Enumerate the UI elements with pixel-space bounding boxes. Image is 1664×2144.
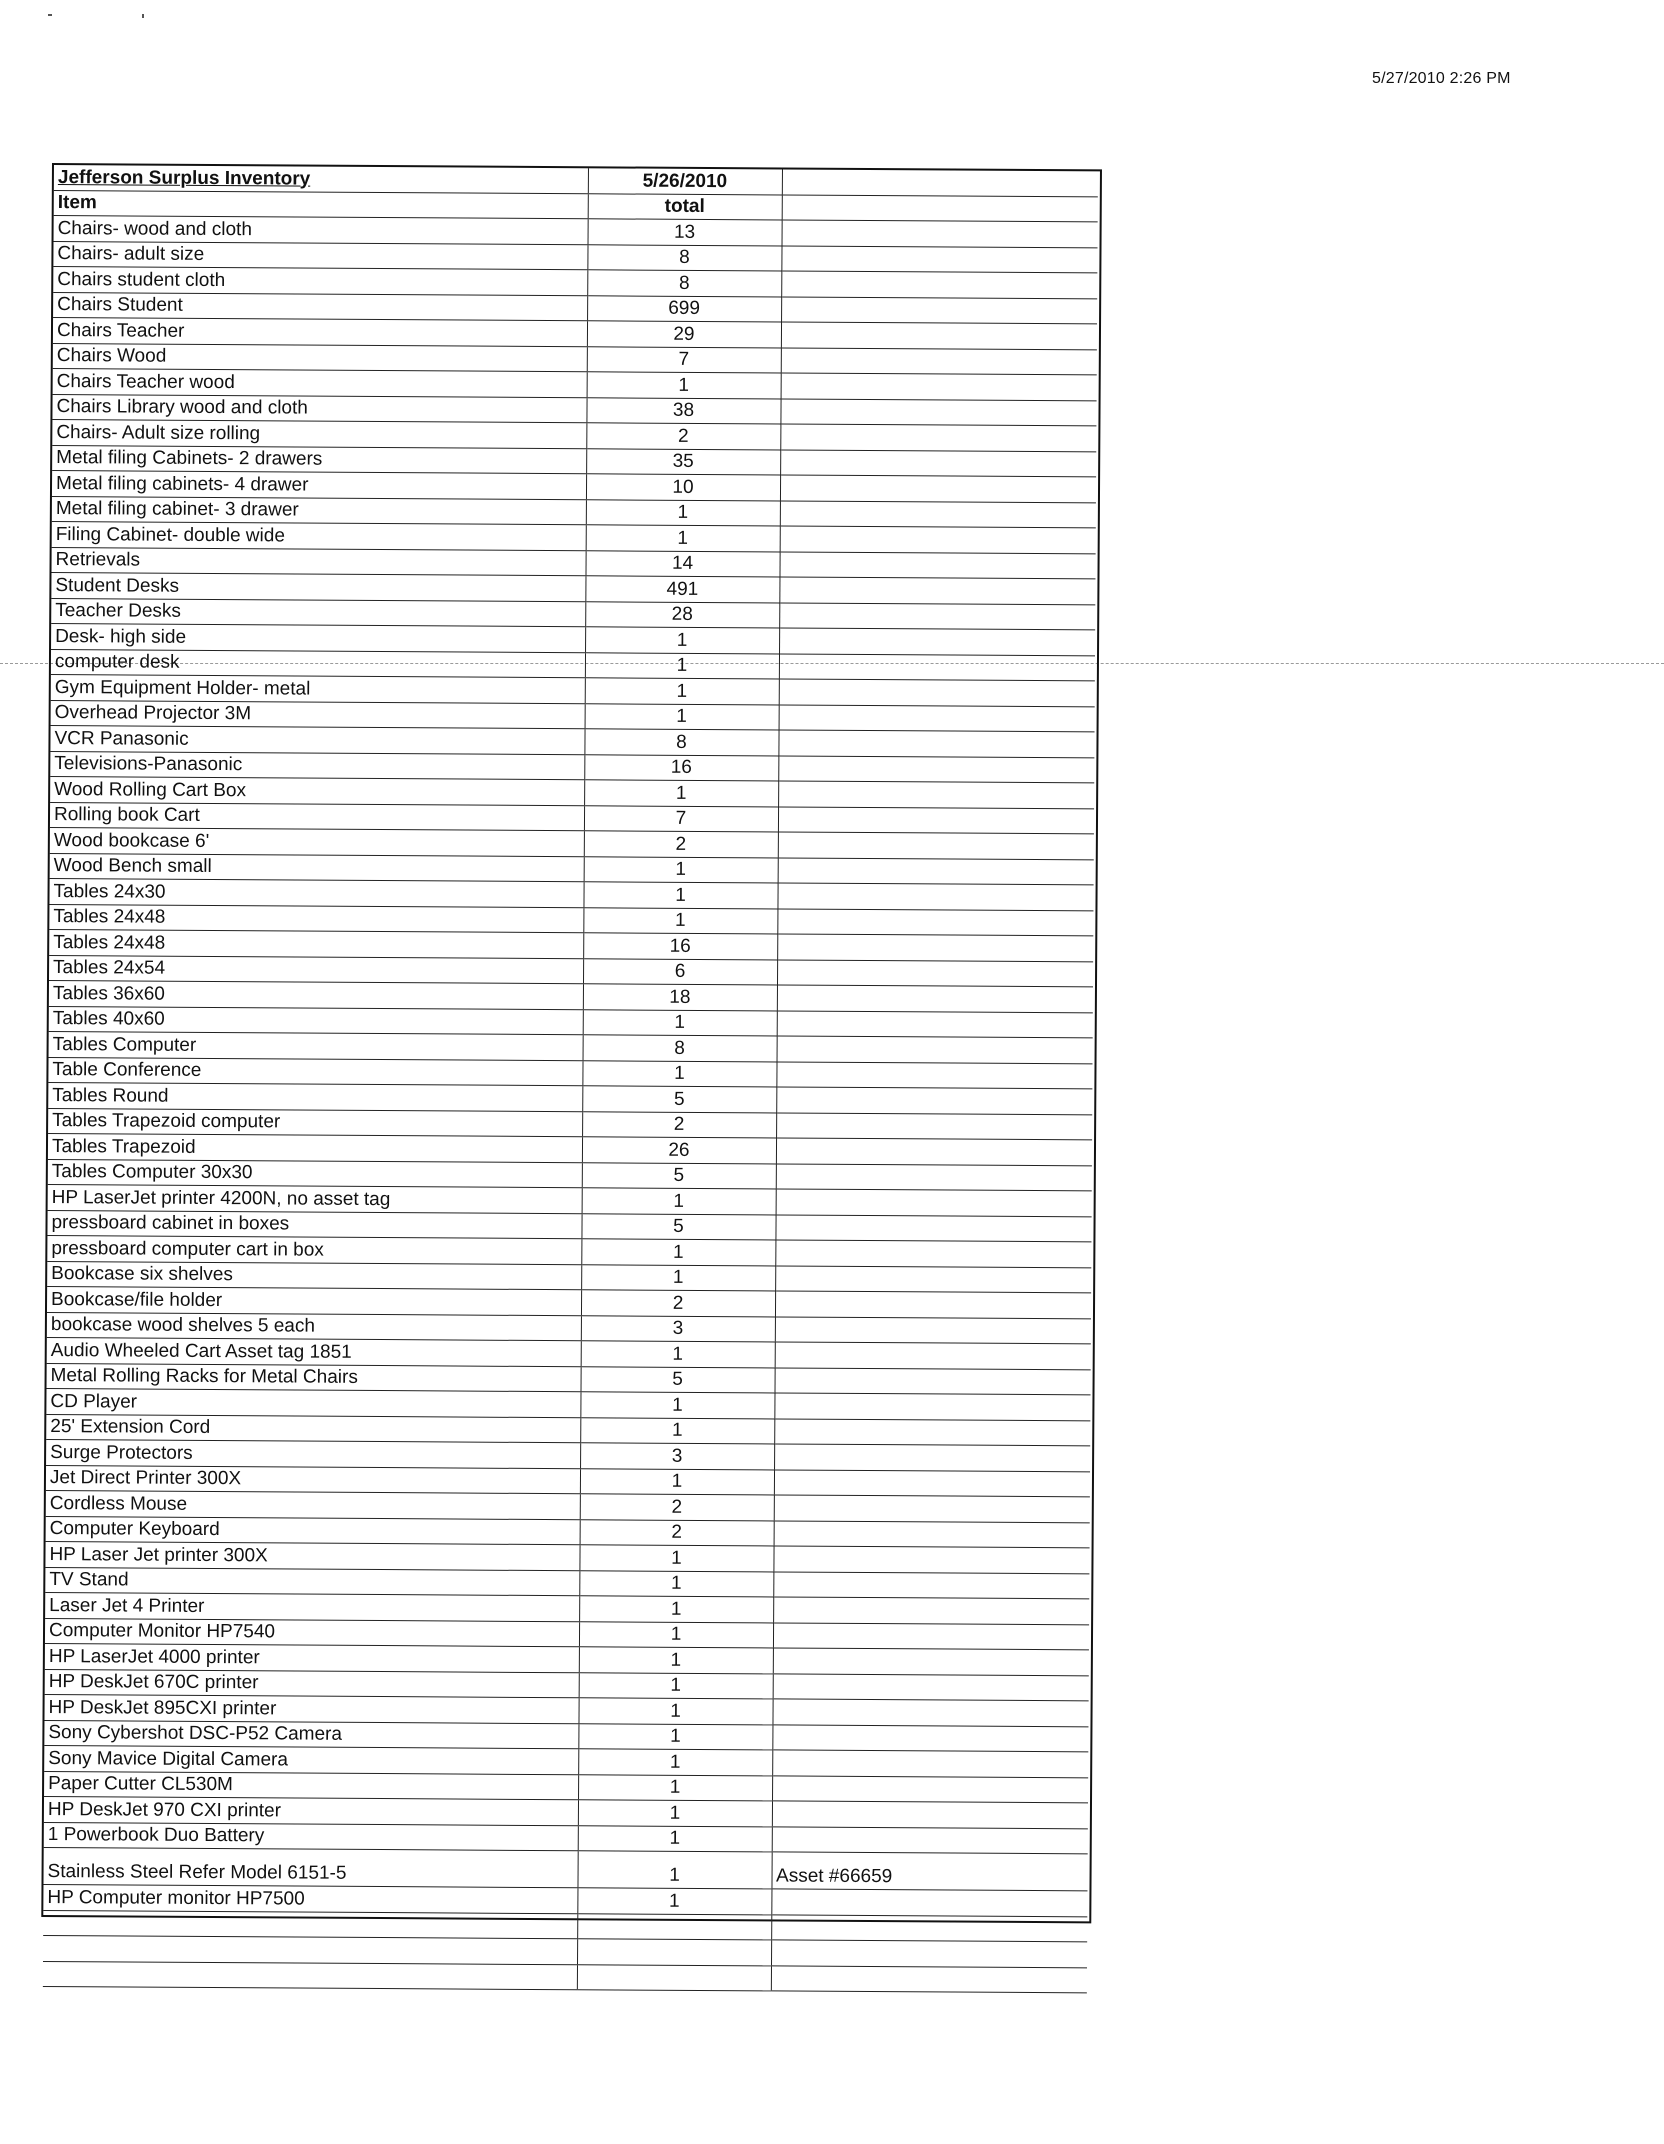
item-note [774, 1495, 1090, 1522]
item-note [776, 1189, 1092, 1216]
item-total: 10 [586, 474, 780, 501]
item-name: Metal filing Cabinets- 2 drawers [52, 445, 586, 474]
empty-cell [43, 1961, 577, 1990]
item-total: 14 [585, 550, 779, 577]
item-total: 1 [578, 1749, 772, 1776]
item-note [779, 679, 1095, 706]
item-total: 1 [578, 1723, 772, 1750]
item-note [776, 1138, 1092, 1165]
item-note [781, 322, 1097, 349]
item-total: 1 [579, 1570, 773, 1597]
empty-cell [782, 169, 1098, 196]
item-name: Tables Computer 30x30 [48, 1159, 582, 1188]
item-name: Laser Jet 4 Printer [45, 1592, 579, 1621]
item-total: 1 [581, 1239, 775, 1266]
item-total: 699 [587, 295, 781, 322]
item-note [781, 373, 1097, 400]
item-total: 6 [583, 958, 777, 985]
item-name: Wood Bench small [50, 853, 584, 882]
item-name: Televisions-Panasonic [50, 751, 584, 780]
item-note [774, 1418, 1090, 1445]
item-note [778, 781, 1094, 808]
item-total: 2 [584, 831, 778, 858]
item-name: HP Laser Jet printer 300X [45, 1541, 579, 1570]
item-total: 1 [578, 1825, 772, 1852]
item-total: 2 [580, 1494, 774, 1521]
item-total: 1 [578, 1698, 772, 1725]
item-note [773, 1571, 1089, 1598]
item-note [773, 1648, 1089, 1675]
scan-speck [48, 14, 52, 16]
item-total: 5 [582, 1162, 776, 1189]
item-name: Tables 24x48 [49, 929, 583, 958]
item-note [777, 1010, 1093, 1037]
item-name: Tables Round [48, 1082, 582, 1111]
column-header-total: total [588, 193, 782, 220]
item-name: Chairs- wood and cloth [54, 216, 588, 245]
item-note [772, 1775, 1088, 1802]
item-note [777, 985, 1093, 1012]
item-name: HP DeskJet 970 CXI printer [44, 1796, 578, 1825]
item-name: HP DeskJet 895CXI printer [44, 1694, 578, 1723]
item-note [778, 806, 1094, 833]
item-name: Computer Monitor HP7540 [45, 1618, 579, 1647]
item-note [772, 1699, 1088, 1726]
item-note [774, 1520, 1090, 1547]
item-note [780, 500, 1096, 527]
item-note [781, 296, 1097, 323]
item-name: Retrievals [51, 547, 585, 576]
item-total: 2 [581, 1290, 775, 1317]
item-name: Sony Cybershot DSC-P52 Camera [44, 1720, 578, 1749]
item-total: 8 [584, 729, 778, 756]
item-name: Jet Direct Printer 300X [46, 1465, 580, 1494]
item-note [772, 1826, 1088, 1853]
item-name: VCR Panasonic [50, 726, 584, 755]
item-note [782, 220, 1098, 247]
item-name: computer desk [51, 649, 585, 678]
empty-cell [771, 1965, 1087, 1992]
item-name: Wood Rolling Cart Box [50, 777, 584, 806]
item-note [776, 1061, 1092, 1088]
item-name: Audio Wheeled Cart Asset tag 1851 [47, 1337, 581, 1366]
item-total: 2 [582, 1111, 776, 1138]
item-note [779, 551, 1095, 578]
item-name: Chairs Teacher wood [53, 369, 587, 398]
item-note [776, 1163, 1092, 1190]
item-name: Chairs- adult size [53, 241, 587, 270]
item-note [774, 1469, 1090, 1496]
item-total: 1 [578, 1800, 772, 1827]
item-note [773, 1622, 1089, 1649]
item-name: Tables Trapezoid [48, 1133, 582, 1162]
item-note [779, 628, 1095, 655]
inventory-title: Jefferson Surplus Inventory [54, 165, 588, 193]
item-name: Tables 24x30 [49, 878, 583, 907]
item-name: Wood bookcase 6' [50, 827, 584, 856]
empty-cell [43, 1935, 577, 1964]
item-total: 2 [586, 423, 780, 450]
item-name: Overhead Projector 3M [51, 700, 585, 729]
item-name: Tables Computer [49, 1031, 583, 1060]
item-name: Rolling book Cart [50, 802, 584, 831]
empty-cell [577, 1913, 771, 1940]
item-total: 8 [583, 1035, 777, 1062]
item-note [775, 1265, 1091, 1292]
item-name: HP LaserJet 4000 printer [45, 1643, 579, 1672]
item-total: 1 [585, 703, 779, 730]
item-name: pressboard computer cart in box [47, 1235, 581, 1264]
item-total: 1 [579, 1672, 773, 1699]
item-total: 13 [588, 219, 782, 246]
item-note [780, 475, 1096, 502]
item-name: Chairs Library wood and cloth [52, 394, 586, 423]
item-note [771, 1889, 1087, 1916]
item-note [779, 704, 1095, 731]
item-note [774, 1393, 1090, 1420]
item-total: 3 [581, 1315, 775, 1342]
item-total: 1 [585, 678, 779, 705]
item-note [773, 1673, 1089, 1700]
item-note [772, 1801, 1088, 1828]
empty-cell [577, 1964, 771, 1991]
item-total: 5 [581, 1213, 775, 1240]
item-total: 1 [580, 1392, 774, 1419]
inventory-table [43, 165, 1098, 1993]
inventory-date: 5/26/2010 [588, 168, 782, 194]
item-name: Chairs Student [53, 292, 587, 321]
item-name: Desk- high side [51, 624, 585, 653]
item-total: 1 [579, 1596, 773, 1623]
item-note [778, 857, 1094, 884]
item-note [777, 959, 1093, 986]
item-note [775, 1214, 1091, 1241]
item-total: 1 [583, 1009, 777, 1036]
item-note: Asset #66659 [771, 1852, 1087, 1891]
item-name: Chairs Teacher [53, 318, 587, 347]
item-note [777, 1036, 1093, 1063]
item-note [781, 245, 1097, 272]
item-total: 1 [579, 1621, 773, 1648]
blank-row [43, 1961, 1087, 1993]
item-note [780, 424, 1096, 451]
item-note [775, 1240, 1091, 1267]
empty-cell [782, 194, 1098, 221]
item-name: Tables 24x54 [49, 955, 583, 984]
item-total: 1 [580, 1417, 774, 1444]
item-name: Gym Equipment Holder- metal [51, 675, 585, 704]
item-name: Sony Mavice Digital Camera [44, 1745, 578, 1774]
item-total: 26 [582, 1137, 776, 1164]
item-total: 2 [580, 1519, 774, 1546]
item-note [774, 1444, 1090, 1471]
item-note [776, 1112, 1092, 1139]
item-name: Filing Cabinet- double wide [52, 522, 586, 551]
item-name: 25' Extension Cord [46, 1414, 580, 1443]
item-note [778, 755, 1094, 782]
item-name: TV Stand [45, 1567, 579, 1596]
item-note [778, 832, 1094, 859]
item-total: 5 [582, 1086, 776, 1113]
item-total: 1 [581, 1264, 775, 1291]
item-name: Surge Protectors [46, 1439, 580, 1468]
item-note [780, 398, 1096, 425]
item-name: HP Computer monitor HP7500 [43, 1884, 577, 1913]
item-total: 1 [586, 499, 780, 526]
item-total: 8 [587, 270, 781, 297]
item-name: Metal filing cabinets- 4 drawer [52, 471, 586, 500]
item-note [781, 347, 1097, 374]
item-note [772, 1724, 1088, 1751]
item-note [775, 1316, 1091, 1343]
item-name: Paper Cutter CL530M [44, 1771, 578, 1800]
item-name: Tables 24x48 [49, 904, 583, 933]
print-timestamp: 5/27/2010 2:26 PM [1372, 70, 1511, 87]
item-note [779, 602, 1095, 629]
item-note [777, 934, 1093, 961]
item-total: 1 [583, 882, 777, 909]
table-row [43, 1847, 1087, 1890]
item-total: 1 [579, 1545, 773, 1572]
item-name: Tables Trapezoid computer [48, 1108, 582, 1137]
item-total: 1 [585, 652, 779, 679]
item-total: 16 [583, 933, 777, 960]
item-name: bookcase wood shelves 5 each [47, 1312, 581, 1341]
item-note [779, 577, 1095, 604]
item-name: Bookcase six shelves [47, 1261, 581, 1290]
item-total: 29 [587, 321, 781, 348]
item-name: Table Conference [48, 1057, 582, 1086]
item-note [775, 1291, 1091, 1318]
inventory-sheet [41, 163, 1102, 1923]
item-note [775, 1367, 1091, 1394]
item-name: pressboard cabinet in boxes [47, 1210, 581, 1239]
item-total: 5 [581, 1366, 775, 1393]
empty-cell [577, 1939, 771, 1966]
item-name: CD Player [46, 1388, 580, 1417]
empty-cell [771, 1940, 1087, 1967]
scan-speck [142, 14, 144, 18]
item-total: 1 [579, 1647, 773, 1674]
item-total: 1 [586, 525, 780, 552]
item-note [775, 1342, 1091, 1369]
item-total: 491 [585, 576, 779, 603]
item-name: Tables 36x60 [49, 980, 583, 1009]
item-total: 16 [584, 754, 778, 781]
item-name: Metal Rolling Racks for Metal Chairs [47, 1363, 581, 1392]
item-total: 1 [582, 1060, 776, 1087]
item-total: 1 [577, 1851, 771, 1889]
item-name: HP DeskJet 670C printer [45, 1669, 579, 1698]
item-total: 28 [585, 601, 779, 628]
item-name: Cordless Mouse [46, 1490, 580, 1519]
item-total: 1 [580, 1468, 774, 1495]
item-name: Metal filing cabinet- 3 drawer [52, 496, 586, 525]
item-total: 1 [584, 780, 778, 807]
item-note [779, 653, 1095, 680]
item-note [773, 1597, 1089, 1624]
item-total: 38 [586, 397, 780, 424]
empty-cell [43, 1910, 577, 1939]
item-total: 1 [585, 627, 779, 654]
item-total: 1 [582, 1188, 776, 1215]
item-total: 8 [587, 244, 781, 271]
item-total: 7 [584, 805, 778, 832]
item-total: 7 [587, 346, 781, 373]
item-name: Tables 40x60 [49, 1006, 583, 1035]
item-note [777, 883, 1093, 910]
item-note [781, 271, 1097, 298]
item-note [778, 730, 1094, 757]
item-total: 18 [583, 984, 777, 1011]
item-total: 1 [581, 1341, 775, 1368]
item-note [780, 449, 1096, 476]
item-name: Chairs Wood [53, 343, 587, 372]
empty-cell [771, 1914, 1087, 1941]
item-note [777, 908, 1093, 935]
item-name: Stainless Steel Refer Model 6151-5 [43, 1847, 577, 1887]
item-total: 3 [580, 1443, 774, 1470]
item-name: Computer Keyboard [46, 1516, 580, 1545]
item-total: 35 [586, 448, 780, 475]
item-total: 1 [578, 1774, 772, 1801]
item-name: HP LaserJet printer 4200N, no asset tag [48, 1184, 582, 1213]
item-note [772, 1750, 1088, 1777]
item-total: 1 [583, 907, 777, 934]
item-note [780, 526, 1096, 553]
item-note [773, 1546, 1089, 1573]
item-name: Bookcase/file holder [47, 1286, 581, 1315]
item-name: Student Desks [51, 573, 585, 602]
item-total: 1 [584, 856, 778, 883]
item-total: 1 [577, 1888, 771, 1915]
item-name: Teacher Desks [51, 598, 585, 627]
column-header-item: Item [54, 190, 588, 219]
item-name: 1 Powerbook Duo Battery [44, 1822, 578, 1851]
item-note [776, 1087, 1092, 1114]
item-name: Chairs- Adult size rolling [52, 420, 586, 449]
item-name: Chairs student cloth [53, 267, 587, 296]
item-total: 1 [587, 372, 781, 399]
